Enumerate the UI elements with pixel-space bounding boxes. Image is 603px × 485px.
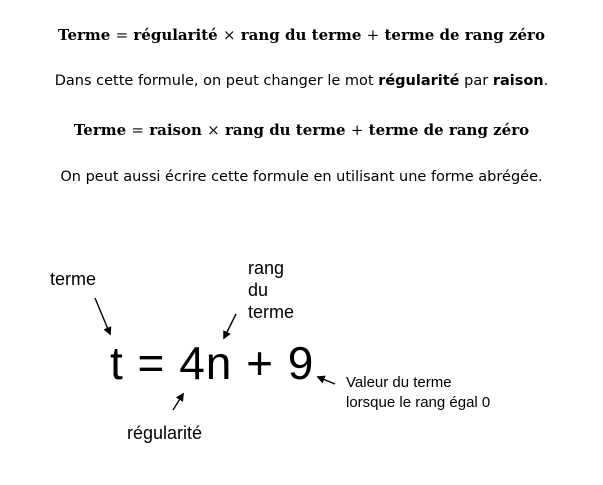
paragraph-replace-word [0, 73, 603, 89]
label-valeur-line2: lorsque le rang égal 0 [346, 394, 491, 411]
equation: t = 4n + 9 [110, 337, 315, 389]
label-rang-line3: terme [248, 302, 295, 322]
formula-regularite [0, 26, 603, 44]
word-regularite: régularité [378, 73, 460, 89]
label-valeur-terme [346, 373, 490, 413]
equals-sign: = [115, 26, 129, 44]
paragraph-abbreviated-form: On peut aussi écrire cette formule en utilisant une forme abrégée. [60, 169, 543, 185]
formula-regularite-word: régularité [133, 26, 218, 44]
label-rang-du-terme [248, 257, 294, 323]
plus-sign: + [366, 26, 380, 44]
arrow-to-9 [318, 377, 335, 384]
times-sign: × [207, 121, 220, 139]
formula-raison-word: raison [149, 121, 202, 139]
label-valeur-line1: Valeur du terme [346, 374, 452, 391]
formula-term-zero: terme de rang zéro [368, 121, 530, 139]
paragraph-middle: par [459, 73, 493, 89]
formula-term-zero: terme de rang zéro [384, 26, 545, 44]
plus-sign: + [350, 121, 364, 139]
equals-sign: = [131, 121, 144, 139]
arrow-to-t [95, 298, 110, 334]
annotated-equation-diagram [0, 230, 603, 485]
arrow-to-n [224, 314, 236, 338]
formula-rank: rang du terme [224, 121, 346, 139]
label-regularite: régularité [127, 423, 203, 443]
formula-term: Terme [58, 26, 111, 44]
word-raison: raison [492, 73, 544, 89]
label-rang-line2: du [248, 280, 269, 300]
formula-rank: rang du terme [240, 26, 362, 44]
paragraph-prefix: Dans cette formule, on peut changer le mot [54, 73, 379, 89]
times-sign: × [222, 26, 236, 44]
label-terme: terme [50, 269, 97, 289]
formula-term: Terme [73, 121, 127, 139]
arrow-to-4 [173, 394, 183, 410]
paragraph-suffix: . [543, 73, 549, 89]
formula-raison [0, 121, 603, 139]
label-rang-line1: rang [248, 258, 285, 278]
